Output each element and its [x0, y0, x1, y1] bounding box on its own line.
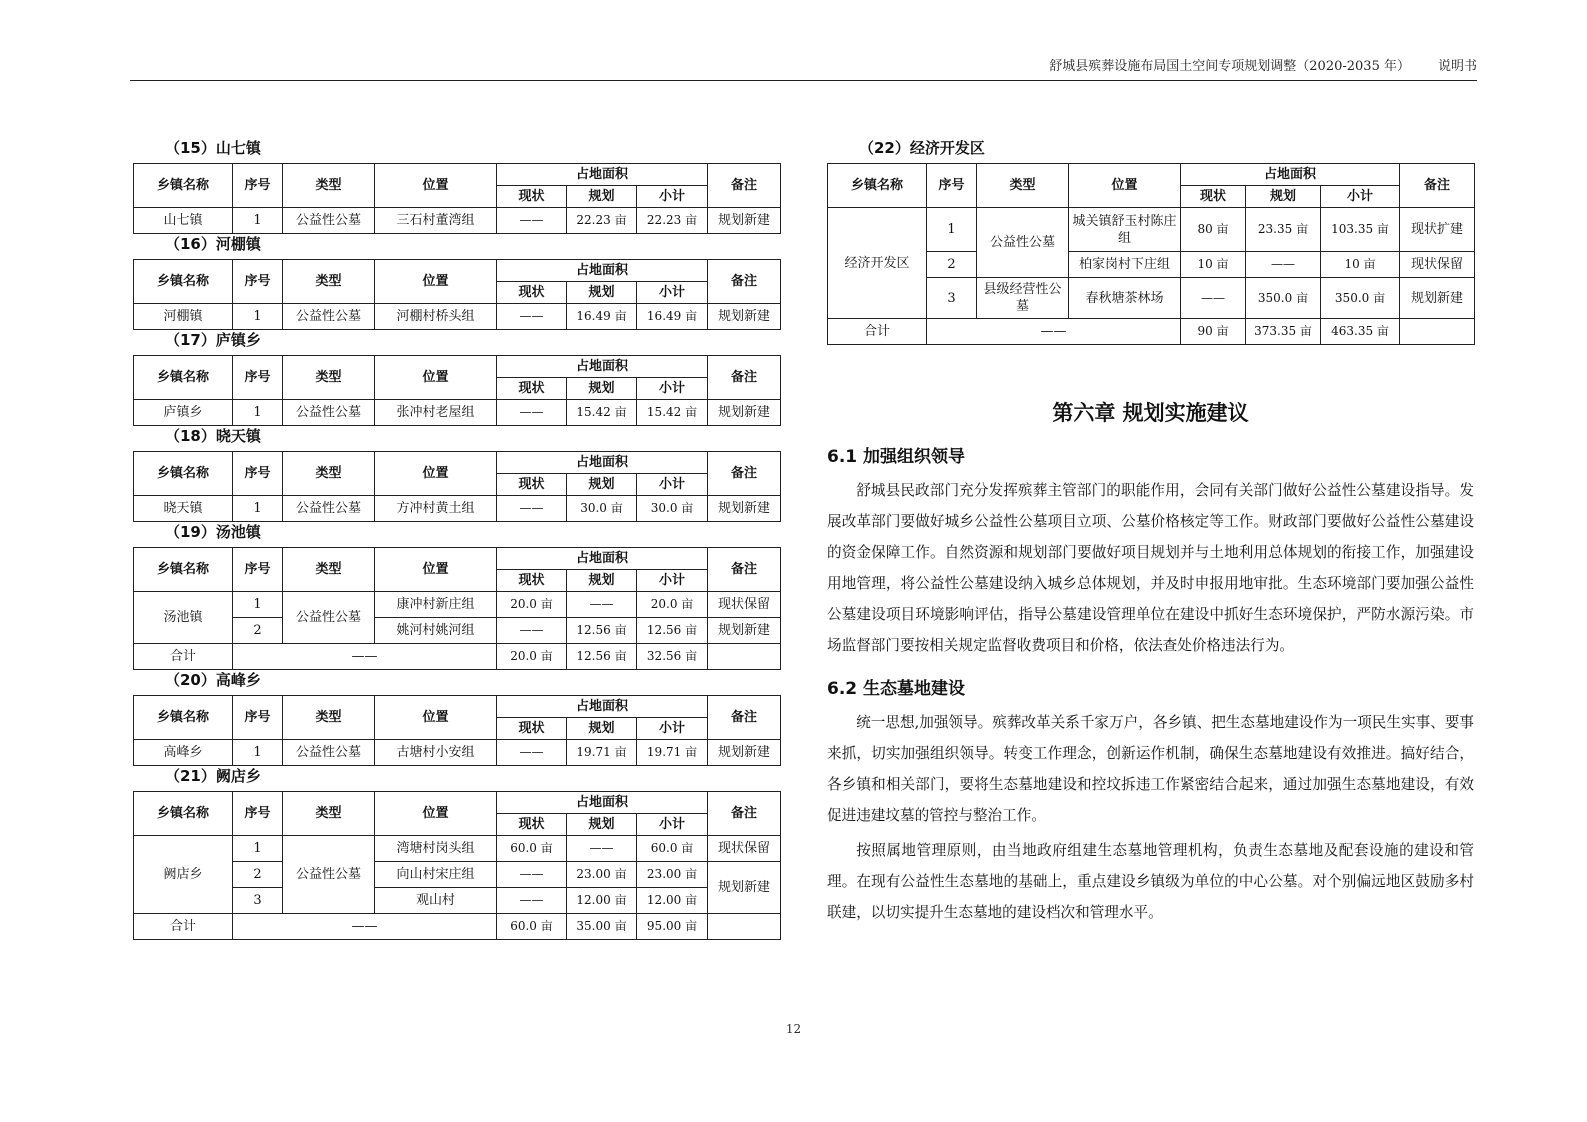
header-seq: 序号	[233, 164, 283, 208]
cell-remark: 现状保留	[708, 592, 781, 618]
cell-subtotal: 15.42 亩	[637, 400, 708, 426]
cell-location: 城关镇舒玉村陈庄组	[1069, 208, 1181, 252]
cell-township: 河棚镇	[134, 304, 233, 330]
table-row	[134, 740, 781, 766]
cell-remark: 规划新建	[708, 208, 781, 234]
cell-location: 三石村董湾组	[375, 208, 497, 234]
table-row	[134, 592, 781, 618]
cell-type: 公益性公墓	[283, 592, 375, 644]
header-area: 占地面积	[497, 548, 708, 570]
cell-planned: 23.00 亩	[567, 862, 637, 888]
cell-current: 60.0 亩	[497, 914, 567, 940]
cell-remark: 现状保留	[1400, 252, 1475, 278]
cell-location: 方冲村黄土组	[375, 496, 497, 522]
header-township: 乡镇名称	[134, 356, 233, 400]
cell-current: 80 亩	[1181, 208, 1246, 252]
cell-location: 姚河村姚河组	[375, 618, 497, 644]
cell-township: 汤池镇	[134, 592, 233, 644]
cell-total-dash: ——	[927, 319, 1181, 345]
cell-subtotal: 32.56 亩	[637, 644, 708, 670]
cell-township: 山七镇	[134, 208, 233, 234]
header-planned: 规划	[567, 474, 637, 496]
facility-table	[133, 791, 781, 940]
section-heading-6-1: 6.1 加强组织领导	[827, 447, 966, 467]
header-type: 类型	[283, 356, 375, 400]
table-total-row	[828, 319, 1475, 345]
header-location: 位置	[375, 696, 497, 740]
cell-current: 90 亩	[1181, 319, 1246, 345]
header-township: 乡镇名称	[134, 792, 233, 836]
header-type: 类型	[283, 696, 375, 740]
header-planned: 规划	[567, 282, 637, 304]
cell-remark: 现状保留	[708, 836, 781, 862]
header-seq: 序号	[233, 356, 283, 400]
cell-type: 公益性公墓	[977, 208, 1069, 278]
cell-location: 湾塘村岗头组	[375, 836, 497, 862]
header-planned: 规划	[567, 186, 637, 208]
cell-remark: 规划新建	[708, 740, 781, 766]
cell-remark: 现状扩建	[1400, 208, 1475, 252]
cell-remark: 规划新建	[708, 400, 781, 426]
section-heading-6-2: 6.2 生态墓地建设	[827, 679, 966, 699]
cell-location: 康冲村新庄组	[375, 592, 497, 618]
cell-subtotal: 30.0 亩	[637, 496, 708, 522]
cell-location: 春秋塘茶林场	[1069, 278, 1181, 319]
cell-type: 公益性公墓	[283, 304, 375, 330]
cell-current: 20.0 亩	[497, 644, 567, 670]
facility-table	[133, 547, 781, 670]
cell-seq: 1	[233, 400, 283, 426]
header-seq: 序号	[233, 452, 283, 496]
table-total-row	[134, 914, 781, 940]
section-title: （16）河棚镇	[165, 235, 261, 253]
table-row	[134, 496, 781, 522]
cell-type: 县级经营性公墓	[977, 278, 1069, 319]
header-area: 占地面积	[1181, 164, 1400, 186]
header-type: 类型	[283, 452, 375, 496]
header-subtotal: 小计	[637, 282, 708, 304]
facility-table	[133, 259, 781, 330]
section-title: （20）高峰乡	[165, 671, 261, 689]
header-remark: 备注	[708, 260, 781, 304]
cell-type: 公益性公墓	[283, 208, 375, 234]
cell-planned: 23.35 亩	[1246, 208, 1321, 252]
header-location: 位置	[375, 356, 497, 400]
facility-table	[133, 695, 781, 766]
section-title: （21）阙店乡	[165, 767, 261, 785]
cell-seq: 1	[233, 836, 283, 862]
header-subtotal: 小计	[637, 378, 708, 400]
header-remark: 备注	[1400, 164, 1475, 208]
facility-table	[827, 163, 1475, 345]
header-seq: 序号	[233, 792, 283, 836]
cell-subtotal: 463.35 亩	[1321, 319, 1400, 345]
left-column	[133, 138, 780, 940]
cell-current: ——	[497, 740, 567, 766]
header-township: 乡镇名称	[134, 548, 233, 592]
cell-subtotal: 12.00 亩	[637, 888, 708, 914]
header-area: 占地面积	[497, 164, 708, 186]
cell-planned: 19.71 亩	[567, 740, 637, 766]
cell-seq: 1	[233, 304, 283, 330]
facility-table	[133, 163, 781, 234]
header-seq: 序号	[927, 164, 977, 208]
header-type: 类型	[283, 260, 375, 304]
cell-seq: 2	[233, 618, 283, 644]
section-title: （15）山七镇	[165, 139, 261, 157]
header-remark: 备注	[708, 696, 781, 740]
cell-location: 观山村	[375, 888, 497, 914]
running-header	[1049, 55, 1477, 74]
header-location: 位置	[375, 260, 497, 304]
cell-remark: 规划新建	[708, 304, 781, 330]
table-row	[134, 836, 781, 862]
cell-planned: 350.0 亩	[1246, 278, 1321, 319]
header-current: 现状	[497, 282, 567, 304]
chapter-title: 第六章 规划实施建议	[1052, 401, 1249, 425]
cell-planned: 373.35 亩	[1246, 319, 1321, 345]
header-planned: 规划	[567, 378, 637, 400]
cell-total-label: 合计	[134, 914, 233, 940]
header-township: 乡镇名称	[134, 452, 233, 496]
header-subtotal: 小计	[1321, 186, 1400, 208]
header-type: 类型	[283, 792, 375, 836]
cell-planned: 12.00 亩	[567, 888, 637, 914]
header-remark: 备注	[708, 164, 781, 208]
cell-location: 柏家岗村下庄组	[1069, 252, 1181, 278]
cell-current: ——	[497, 618, 567, 644]
cell-subtotal: 10 亩	[1321, 252, 1400, 278]
facility-table	[133, 451, 781, 522]
header-seq: 序号	[233, 260, 283, 304]
header-remark: 备注	[708, 452, 781, 496]
header-township: 乡镇名称	[828, 164, 927, 208]
document-title: 舒城县殡葬设施布局国土空间专项规划调整（2020-2035 年）	[1049, 59, 1410, 74]
cell-planned: 16.49 亩	[567, 304, 637, 330]
table-row	[828, 208, 1475, 252]
header-township: 乡镇名称	[134, 164, 233, 208]
cell-seq: 3	[233, 888, 283, 914]
header-location: 位置	[375, 792, 497, 836]
header-type: 类型	[283, 164, 375, 208]
cell-planned: ——	[567, 836, 637, 862]
cell-township: 庐镇乡	[134, 400, 233, 426]
header-location: 位置	[375, 548, 497, 592]
cell-subtotal: 95.00 亩	[637, 914, 708, 940]
cell-remark: 规划新建	[1400, 278, 1475, 319]
header-seq: 序号	[233, 548, 283, 592]
cell-location: 向山村宋庄组	[375, 862, 497, 888]
cell-seq: 1	[233, 496, 283, 522]
cell-planned: 22.23 亩	[567, 208, 637, 234]
cell-township: 晓天镇	[134, 496, 233, 522]
header-current: 现状	[497, 186, 567, 208]
cell-subtotal: 19.71 亩	[637, 740, 708, 766]
cell-type: 公益性公墓	[283, 740, 375, 766]
table-row	[134, 208, 781, 234]
header-type: 类型	[283, 548, 375, 592]
header-planned: 规划	[567, 814, 637, 836]
header-location: 位置	[375, 452, 497, 496]
cell-planned: ——	[567, 592, 637, 618]
section-title: （18）晓天镇	[165, 427, 261, 445]
cell-seq: 3	[927, 278, 977, 319]
header-current: 现状	[497, 474, 567, 496]
header-rule	[130, 80, 1477, 81]
section-title: （17）庐镇乡	[165, 331, 261, 349]
cell-seq: 2	[233, 862, 283, 888]
cell-current: ——	[497, 888, 567, 914]
cell-current: ——	[497, 400, 567, 426]
cell-seq: 2	[927, 252, 977, 278]
right-column	[827, 138, 1474, 928]
header-area: 占地面积	[497, 356, 708, 378]
cell-subtotal: 20.0 亩	[637, 592, 708, 618]
cell-location: 河棚村桥头组	[375, 304, 497, 330]
cell-seq: 1	[233, 592, 283, 618]
section-title: （22）经济开发区	[859, 139, 985, 157]
cell-subtotal: 12.56 亩	[637, 618, 708, 644]
paragraph: 按照属地管理原则，由当地政府组建生态墓地管理机构，负责生态墓地及配套设施的建设和管理。在现有公益性生态墓地的基础上，重点建设乡镇级为单位的中心公墓。对个别偏远地区鼓励多村联建，以切实提升生态墓地的建设档次和管理水平。	[827, 842, 1474, 921]
cell-remark: 规划新建	[708, 862, 781, 914]
cell-total-dash: ——	[233, 644, 497, 670]
cell-subtotal: 60.0 亩	[637, 836, 708, 862]
cell-township: 高峰乡	[134, 740, 233, 766]
cell-planned: 15.42 亩	[567, 400, 637, 426]
header-remark: 备注	[708, 356, 781, 400]
cell-planned: 12.56 亩	[567, 618, 637, 644]
header-area: 占地面积	[497, 452, 708, 474]
header-subtotal: 小计	[637, 814, 708, 836]
header-planned: 规划	[1246, 186, 1321, 208]
cell-type: 公益性公墓	[283, 496, 375, 522]
cell-subtotal: 23.00 亩	[637, 862, 708, 888]
table-total-row	[134, 644, 781, 670]
cell-current: ——	[497, 304, 567, 330]
cell-seq: 1	[927, 208, 977, 252]
cell-remark: 规划新建	[708, 496, 781, 522]
header-subtotal: 小计	[637, 474, 708, 496]
header-current: 现状	[497, 570, 567, 592]
header-remark: 备注	[708, 792, 781, 836]
cell-subtotal: 22.23 亩	[637, 208, 708, 234]
cell-remark: 规划新建	[708, 618, 781, 644]
cell-current: ——	[497, 862, 567, 888]
cell-type: 公益性公墓	[283, 836, 375, 914]
cell-seq: 1	[233, 208, 283, 234]
cell-current: ——	[1181, 278, 1246, 319]
paragraph: 统一思想,加强领导。殡葬改革关系千家万户，各乡镇、把生态墓地建设作为一项民生实事、要事来抓，切实加强组织领导。转变工作理念，创新运作机制，确保生态墓地建设有效推进。搞好结合，各乡镇和相关部门，要将生态墓地建设和控坟拆违工作紧密结合起来，通过加强生态墓地建设，有效促进违建坟墓的管控与整治工作。	[827, 714, 1474, 824]
table-row	[134, 400, 781, 426]
cell-township: 阙店乡	[134, 836, 233, 914]
cell-remark	[708, 644, 781, 670]
cell-remark	[708, 914, 781, 940]
cell-subtotal: 350.0 亩	[1321, 278, 1400, 319]
cell-location: 古塘村小安组	[375, 740, 497, 766]
header-subtotal: 小计	[637, 718, 708, 740]
paragraph: 舒城县民政部门充分发挥殡葬主管部门的职能作用，会同有关部门做好公益性公墓建设指导。发展改革部门要做好城乡公益性公墓项目立项、公墓价格核定等工作。财政部门要做好公益性公墓建设的资金保障工作。自然资源和规划部门要做好项目规划并与土地利用总体规划的衔接工作，加强建设用地管理，将公益性公墓建设纳入城乡总体规划，并及时申报用地审批。生态环境部门要加强公益性公墓建设项目环境影响评估，指导公墓建设管理单位在建设中抓好生态环境保护，严防水源污染。市场监督部门要按相关规定监督收费项目和价格，依法查处价格违法行为。	[827, 482, 1474, 654]
cell-current: 60.0 亩	[497, 836, 567, 862]
cell-planned: 35.00 亩	[567, 914, 637, 940]
cell-seq: 1	[233, 740, 283, 766]
cell-planned: ——	[1246, 252, 1321, 278]
header-current: 现状	[497, 814, 567, 836]
header-area: 占地面积	[497, 696, 708, 718]
page-number: 12	[785, 1022, 802, 1036]
cell-remark	[1400, 319, 1475, 345]
header-township: 乡镇名称	[134, 260, 233, 304]
header-planned: 规划	[567, 718, 637, 740]
header-area: 占地面积	[497, 260, 708, 282]
cell-type: 公益性公墓	[283, 400, 375, 426]
cell-total-label: 合计	[828, 319, 927, 345]
cell-township: 经济开发区	[828, 208, 927, 319]
header-subtotal: 小计	[637, 570, 708, 592]
facility-table	[133, 355, 781, 426]
table-row	[134, 304, 781, 330]
cell-current: 20.0 亩	[497, 592, 567, 618]
header-current: 现状	[497, 718, 567, 740]
header-location: 位置	[1069, 164, 1181, 208]
cell-subtotal: 16.49 亩	[637, 304, 708, 330]
header-seq: 序号	[233, 696, 283, 740]
cell-subtotal: 103.35 亩	[1321, 208, 1400, 252]
cell-current: ——	[497, 496, 567, 522]
header-planned: 规划	[567, 570, 637, 592]
header-location: 位置	[375, 164, 497, 208]
header-current: 现状	[497, 378, 567, 400]
header-current: 现状	[1181, 186, 1246, 208]
cell-total-dash: ——	[233, 914, 497, 940]
header-type: 类型	[977, 164, 1069, 208]
cell-current: ——	[497, 208, 567, 234]
cell-planned: 12.56 亩	[567, 644, 637, 670]
cell-current: 10 亩	[1181, 252, 1246, 278]
cell-planned: 30.0 亩	[567, 496, 637, 522]
header-remark: 备注	[708, 548, 781, 592]
header-area: 占地面积	[497, 792, 708, 814]
header-township: 乡镇名称	[134, 696, 233, 740]
document-type: 说明书	[1437, 59, 1477, 74]
header-subtotal: 小计	[637, 186, 708, 208]
cell-location: 张冲村老屋组	[375, 400, 497, 426]
section-title: （19）汤池镇	[165, 523, 261, 541]
cell-total-label: 合计	[134, 644, 233, 670]
